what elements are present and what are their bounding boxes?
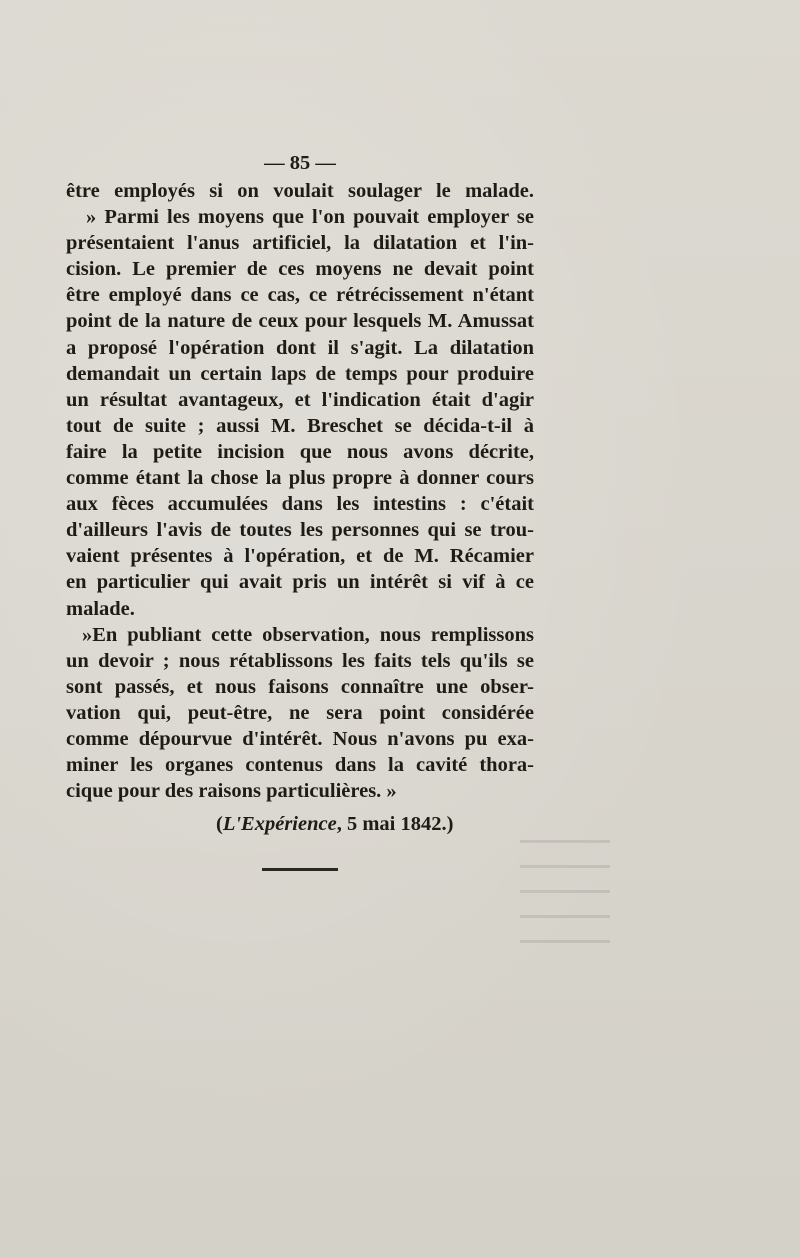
text-line: » Parmi les moyens que l'on pouvait employer se: [86, 206, 534, 229]
text-line: vaient présentes à l'opération, et de M. Récamier: [66, 545, 534, 568]
text-line: aux fèces accumulées dans les intestins : c'était: [66, 493, 534, 516]
text-line: miner les organes contenus dans la cavité thora-: [66, 754, 534, 777]
text-line: cision. Le premier de ces moyens ne devait point: [66, 258, 534, 281]
text-line: »En publiant cette observation, nous remplissons: [82, 623, 534, 646]
text-line: être employés si on voulait soulager le malade.: [66, 180, 534, 202]
section-rule: [262, 868, 338, 871]
source-citation: [216, 813, 453, 836]
text-line: un devoir ; nous rétablissons les faits tels qu'ils se: [66, 649, 534, 672]
body-text: [66, 178, 534, 804]
text-line: sont passés, et nous faisons connaître une obser-: [66, 675, 534, 698]
show-through-text: [520, 840, 610, 950]
text-line: un résultat avantageux, et l'indication était d'agir: [66, 388, 534, 411]
source-open: (: [216, 813, 223, 835]
text-line: en particulier qui avait pris un intérêt si vif à ce: [66, 571, 534, 594]
page-number: — 85 —: [264, 152, 336, 174]
text-line: faire la petite incision que nous avons décrite,: [66, 440, 534, 463]
source-journal: L'Expérience: [222, 813, 337, 835]
text-line: tout de suite ; aussi M. Breschet se décida-t-il à: [66, 414, 534, 437]
text-line: comme dépourvue d'intérêt. Nous n'avons pu exa-: [66, 727, 534, 750]
text-line: cique pour des raisons particulières. »: [66, 780, 397, 803]
text-line: être employé dans ce cas, ce rétrécissement n'étant: [66, 284, 534, 307]
text-line: vation qui, peut-être, ne sera point considérée: [66, 701, 534, 724]
text-line: comme étant la chose la plus propre à donner cours: [66, 467, 534, 490]
source-date: , 5 mai 1842.): [336, 813, 454, 835]
text-line: d'ailleurs l'avis de toutes les personnes qui se trou-: [66, 519, 534, 542]
text-line: demandait un certain laps de temps pour produire: [66, 362, 534, 385]
text-line: point de la nature de ceux pour lesquels M. Amussat: [66, 310, 534, 333]
text-line: malade.: [66, 597, 135, 620]
text-line: présentaient l'anus artificiel, la dilatation et l'in-: [66, 232, 534, 255]
text-line: a proposé l'opération dont il s'agit. La dilatation: [66, 336, 534, 359]
